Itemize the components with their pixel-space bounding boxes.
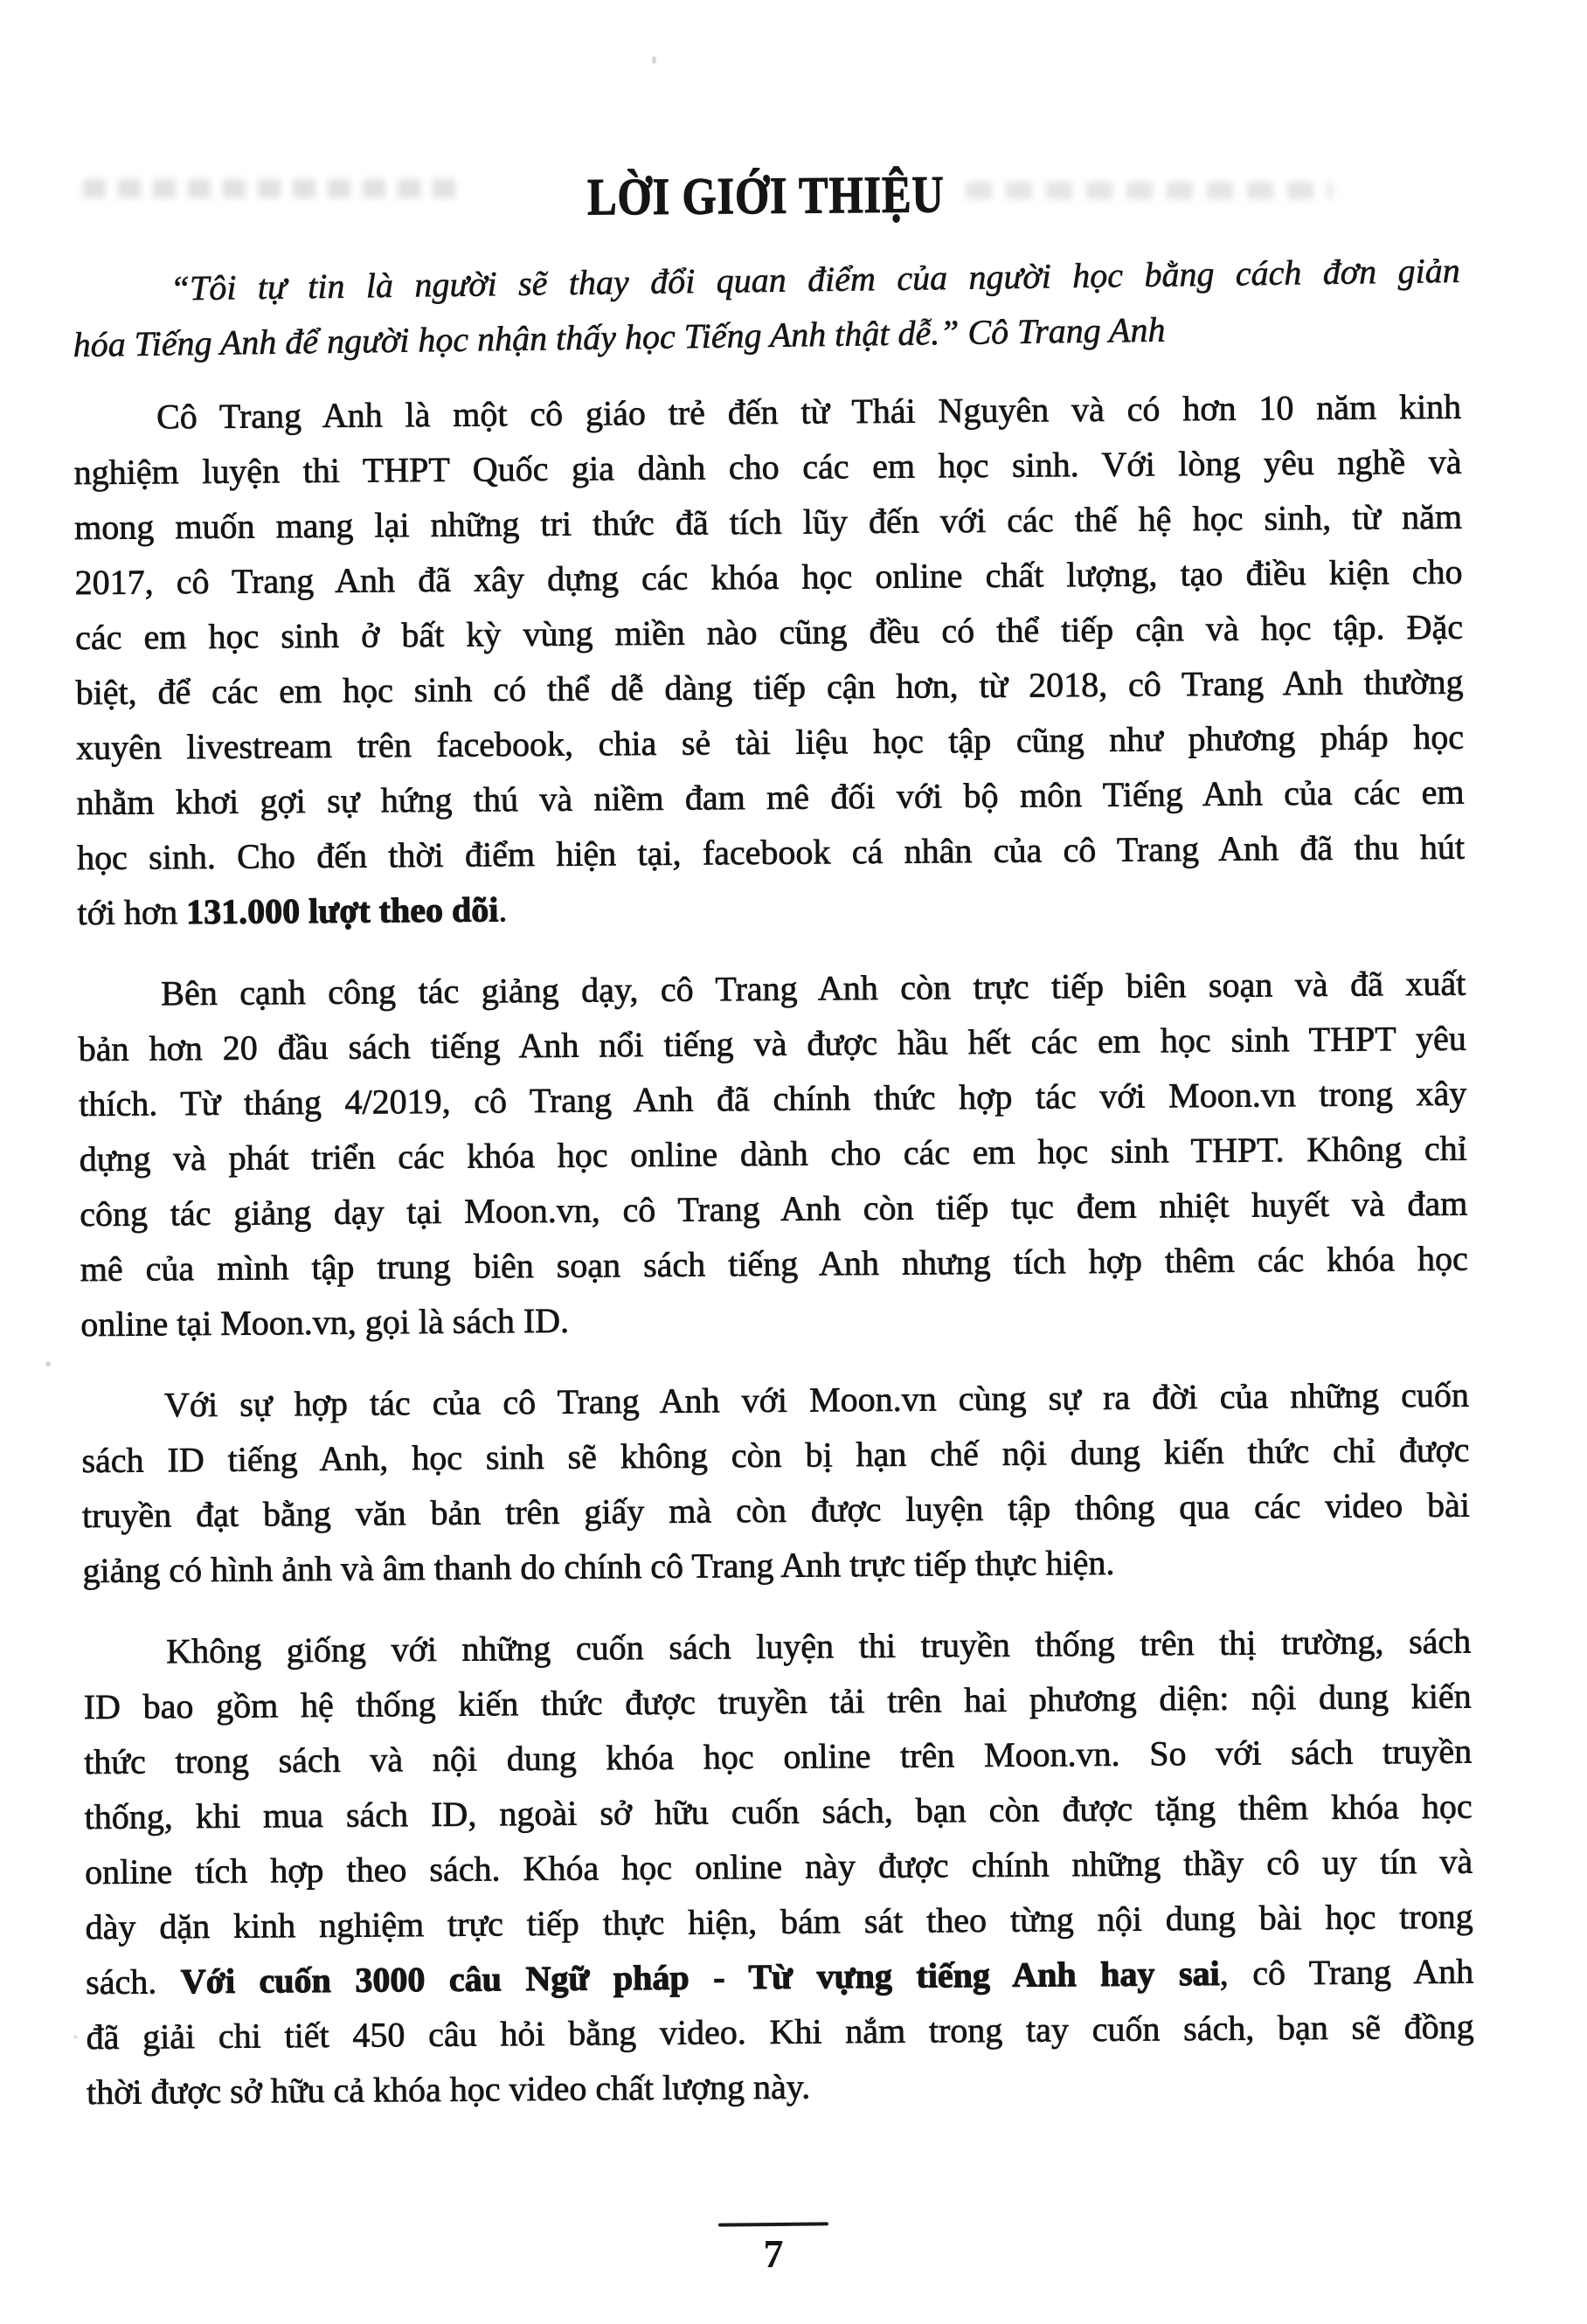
text-line: mê của mình tập trung biên soạn sách tiếng Anh nhưng tích hợp thêm các khóa học [80,1238,1468,1290]
intro-quote [72,243,1461,372]
text-line: nhằm khơi gợi sự hứng thú và niềm đam mê đối với bộ môn Tiếng Anh của các em [76,771,1465,823]
text-line: “Tôi tự tin là người sẽ thay đổi quan điểm của người học bằng cách đơn giản [170,250,1460,308]
text-line: ID bao gồm hệ thống kiến thức được truyền tải trên hai phương diện: nội dung kiến [83,1676,1472,1727]
text-line: các em học sinh ở bất kỳ vùng miền nào cũng đều có thể tiếp cận và học tập. Đặc [74,606,1464,658]
page-title [72,163,1459,228]
text-line: xuyên livestream trên facebook, chia sẻ tài liệu học tập cũng như phương pháp học [75,716,1465,768]
page-footer [0,2223,1587,2275]
text-run: . [498,889,508,930]
text-line: thích. Từ tháng 4/2019, cô Trang Anh đã chính thức hợp tác với Moon.vn trong xây [79,1073,1467,1124]
text-line: dày dặn kinh nghiệm trực tiếp thực hiện, bám sát theo từng nội dung bài học trong [85,1896,1473,1947]
text-line: 2017, cô Trang Anh đã xây dựng các khóa học online chất lượng, tạo điều kiện cho [74,551,1463,603]
text-line: thống, khi mua sách ID, ngoài sở hữu cuốn sách, bạn còn được tặng thêm khóa học [84,1786,1473,1837]
paragraph-1 [73,379,1466,940]
text-line: Bên cạnh công tác giảng dạy, cô Trang Anh còn trực tiếp biên soạn và đã xuất [161,963,1466,1013]
page-title-text: LỜI GIỚI THIỆU [586,165,945,226]
text-line: học sinh. Cho đến thời điểm hiện tại, facebook cá nhân của cô Trang Anh đã thu hút [76,827,1466,878]
text-line: sách ID tiếng Anh, học sinh sẽ không còn bị hạn chế nội dung kiến thức chỉ được [81,1429,1470,1481]
text-run: , cô Trang Anh [1219,1951,1474,1993]
page-number: 7 [763,2231,784,2276]
text-line: truyền đạt bằng văn bản trên giấy mà còn được luyện tập thông qua các video bài [81,1484,1471,1536]
text-line [77,875,1465,940]
paragraph-3 [81,1367,1471,1598]
paragraph-2 [78,956,1468,1352]
text-line: thời được sở hữu cả khóa học video chất lượng này. [87,2066,811,2113]
paragraph-4 [83,1614,1474,2120]
text-line: bản hơn 20 đầu sách tiếng Anh nổi tiếng và được hầu hết các em học sinh THPT yêu [78,1018,1466,1069]
text-line: biệt, để các em học sinh có thể dễ dàng tiếp cận hơn, từ 2018, cô Trang Anh thường [75,661,1464,713]
text-line: dựng và phát triển các khóa học online dành cho các em học sinh THPT. Không chỉ [79,1128,1467,1179]
text-line: công tác giảng dạy tại Moon.vn, cô Trang Anh còn tiếp tục đem nhiệt huyết và đam [80,1183,1468,1235]
text-line: mong muốn mang lại những tri thức đã tích lũy đến với các thế hệ học sinh, từ năm [73,496,1463,548]
text-line: online tại Moon.vn, gọi là sách ID. [80,1300,570,1345]
text-line: giảng có hình ảnh và âm thanh do chính cô Trang Anh trực tiếp thực hiện. [82,1542,1115,1591]
bold-text-run: Với cuốn 3000 câu Ngữ pháp - Từ vựng tiếng Anh hay sai [180,1953,1220,2002]
text-line: thức trong sách và nội dung khóa học online trên Moon.vn. So với sách truyền [84,1731,1473,1782]
text-line: Cô Trang Anh là một cô giáo trẻ đến từ Thái Nguyên và có hơn 10 năm kinh [156,386,1462,437]
text-run: sách. [86,1961,182,2002]
footer-rule [718,2222,828,2226]
text-line: hóa Tiếng Anh để người học nhận thấy học Tiếng Anh thật dễ.” Cô Trang Anh [73,309,1166,365]
bold-text-run: 131.000 lượt theo dõi [185,889,499,932]
text-line: Không giống với những cuốn sách luyện thi truyền thống trên thị trường, sách [166,1621,1472,1671]
text-line: nghiệm luyện thi THPT Quốc gia dành cho các em học sinh. Với lòng yêu nghề và [73,441,1462,493]
text-line: Với sự hợp tác của cô Trang Anh với Moon.vn cùng sự ra đời của những cuốn [163,1374,1470,1425]
text-run: tới hơn [77,892,187,933]
text-line: online tích hợp theo sách. Khóa học online này được chính những thầy cô uy tín và [85,1841,1473,1892]
text-line: đã giải chi tiết 450 câu hỏi bằng video. Khi nắm trong tay cuốn sách, bạn sẽ đồng [86,2006,1474,2058]
